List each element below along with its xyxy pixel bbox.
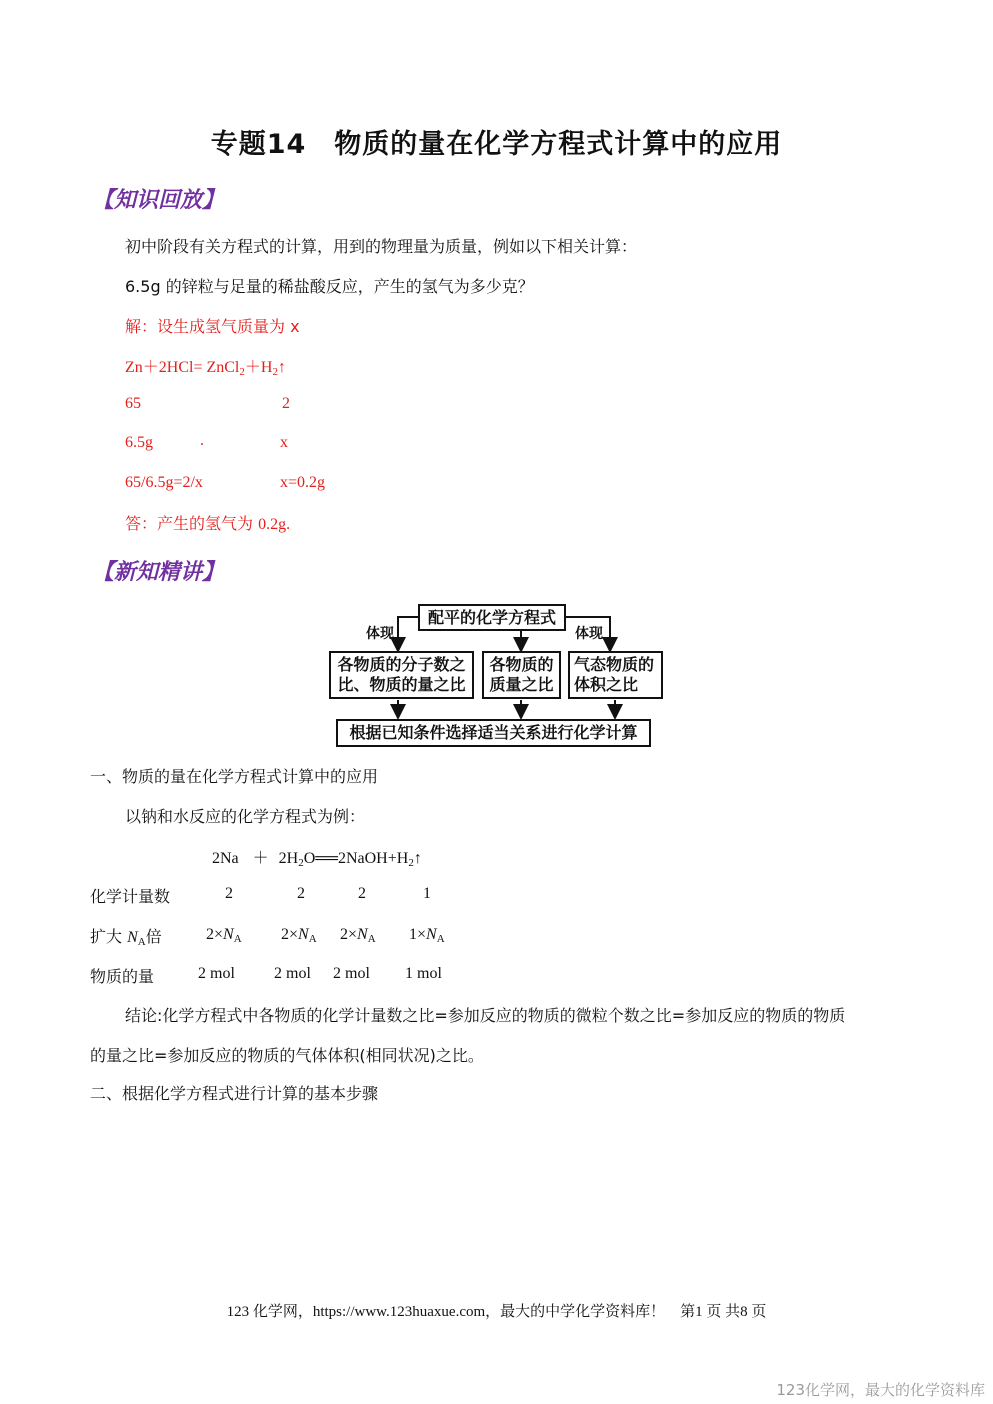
multiplied-prefix: 2× — [206, 926, 224, 943]
box3-line2: 体积之比 — [574, 675, 639, 694]
solution-dot: . — [200, 432, 204, 449]
diagram-box-equation: 配平的化学方程式 — [418, 604, 566, 631]
multiplied-prefix: 1× — [409, 926, 427, 943]
section-heading-new: 【新知精讲】 — [92, 560, 225, 585]
diagram-label-right: 体现 — [575, 626, 603, 642]
amount-value: 1 mol — [405, 965, 442, 982]
equation-left: Zn＋2HCl= ZnCl — [125, 359, 240, 376]
section-heading-review: 【知识回放】 — [92, 188, 225, 213]
row-label-amount: 物质的量 — [90, 967, 155, 986]
avogadro-symbol: N — [426, 926, 437, 943]
avogadro-symbol: N — [223, 926, 234, 943]
equation-mid: ＋H — [244, 359, 273, 376]
avogadro-symbol: N — [357, 926, 368, 943]
coefficient-value: 2 — [358, 885, 366, 902]
multiply-prefix: 扩大 — [90, 927, 123, 946]
reactant-water-o: O — [303, 850, 316, 867]
section-two-heading: 二、根据化学方程式进行计算的基本步骤 — [90, 1084, 379, 1103]
equals-sign: ══ — [315, 850, 338, 867]
multiplied-value — [340, 926, 376, 945]
diagram-box-calculation: 根据已知条件选择适当关系进行化学计算 — [336, 719, 651, 747]
solution-given-b: x — [280, 434, 288, 451]
multiplied-value — [206, 926, 242, 945]
solution-proportion: 65/6.5g=2/x — [125, 474, 203, 491]
avogadro-subscript: A — [233, 933, 242, 945]
equation-subscript: 2 — [239, 366, 245, 378]
amount-value: 2 mol — [198, 965, 235, 982]
multiplied-value — [409, 926, 445, 945]
answer-text: 答：产生的氢气为 — [125, 514, 254, 533]
solution-ratio-b: 2 — [282, 395, 290, 412]
solution-setup: 解：设生成氢气质量为 x — [125, 317, 300, 336]
diagram-box-mass-ratio — [482, 651, 561, 699]
amount-value: 2 mol — [333, 965, 370, 982]
review-question: 6.5g 的锌粒与足量的稀盐酸反应，产生的氢气为多少克？ — [125, 277, 534, 296]
multiplied-prefix: 2× — [340, 926, 358, 943]
box2-line2: 质量之比 — [489, 675, 554, 694]
reactant-water: 2H — [278, 850, 299, 867]
section-one-example: 以钠和水反应的化学方程式为例： — [125, 807, 366, 826]
solution-result: x=0.2g — [280, 474, 326, 491]
avogadro-subscript: A — [367, 933, 376, 945]
gas-arrow: ↑ — [277, 359, 286, 376]
amount-value: 2 mol — [274, 965, 311, 982]
avogadro-symbol: N — [127, 929, 138, 946]
plus-sign: ＋ — [252, 850, 269, 867]
diagram-label-left: 体现 — [366, 626, 394, 642]
conclusion-line-2: 的量之比=参加反应的物质的气体体积(相同状况)之比。 — [90, 1046, 484, 1065]
page-title: 专题14 物质的量在化学方程式计算中的应用 — [210, 129, 783, 160]
products: 2NaOH+H — [337, 850, 409, 867]
water-subscript: 2 — [298, 857, 304, 869]
sodium-water-equation — [212, 845, 422, 869]
box2-line1: 各物质的 — [489, 655, 554, 674]
review-intro: 初中阶段有关方程式的计算，用到的物理量为质量，例如以下相关计算： — [125, 237, 638, 256]
multiplied-prefix: 2× — [281, 926, 299, 943]
diagram-box-particle-ratio — [329, 651, 474, 699]
site-watermark: 123化学网，最大的化学资料库 — [776, 1381, 985, 1399]
avogadro-subscript: A — [436, 933, 445, 945]
box1-line1: 各物质的分子数之 — [337, 655, 466, 674]
avogadro-subscript: A — [137, 936, 146, 948]
solution-equation — [125, 354, 286, 378]
conclusion-line-1: 结论:化学方程式中各物质的化学计量数之比=参加反应的物质的微粒个数之比=参加反应的物质的物质 — [125, 1006, 846, 1025]
coefficient-value: 2 — [297, 885, 305, 902]
hydrogen-subscript: 2 — [408, 857, 414, 869]
avogadro-subscript: A — [308, 933, 317, 945]
solution-given-a: 6.5g — [125, 434, 153, 451]
diagram-box-volume-ratio — [568, 651, 663, 699]
equation-subscript: 2 — [272, 366, 278, 378]
multiply-suffix: 倍 — [145, 927, 162, 946]
page-footer: 123 化学网，https://www.123huaxue.com，最大的中学化学资料库！ 第1 页 共8 页 — [226, 1304, 767, 1320]
section-one-heading: 一、物质的量在化学方程式计算中的应用 — [90, 767, 379, 786]
solution-ratio-a: 65 — [125, 395, 141, 412]
answer-value: 0.2g. — [258, 516, 291, 533]
box1-line2: 比、物质的量之比 — [337, 675, 466, 694]
solution-answer — [125, 511, 290, 534]
box3-line1: 气态物质的 — [574, 655, 655, 674]
gas-arrow: ↑ — [413, 850, 422, 867]
coefficient-value: 1 — [423, 885, 431, 902]
reactant-sodium: 2Na — [212, 850, 239, 867]
avogadro-symbol: N — [298, 926, 309, 943]
multiplied-value — [281, 926, 317, 945]
row-label-multiply — [90, 924, 162, 948]
coefficient-value: 2 — [225, 885, 233, 902]
row-label-coefficient: 化学计量数 — [90, 887, 171, 906]
